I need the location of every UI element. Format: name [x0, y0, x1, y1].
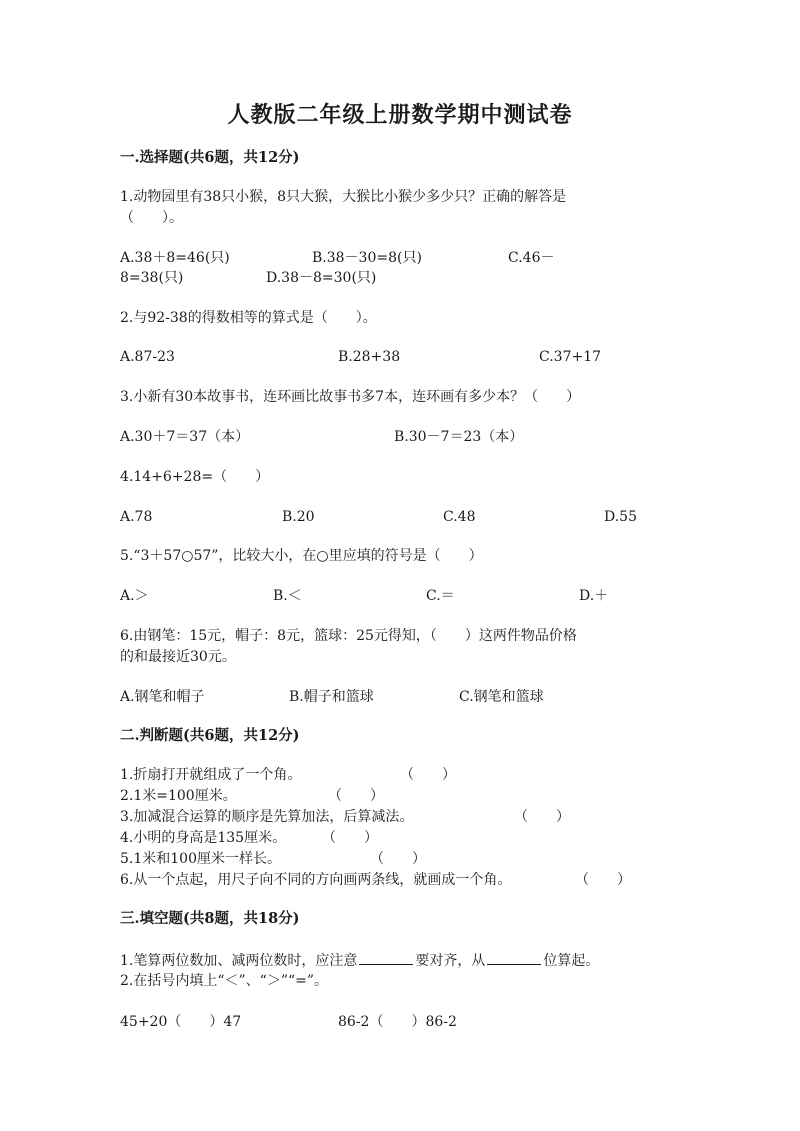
- statement-text: 3.加减混合运算的顺序是先算加法，后算减法。: [120, 809, 414, 825]
- option-a: A.38＋8=46(只): [120, 250, 230, 266]
- option-b: B.38－30=8(只): [312, 250, 422, 266]
- question-text: 4.14+6+28=（ ）: [120, 469, 270, 485]
- question-text: 的和最接近30元。: [120, 649, 236, 665]
- option-a: A.87-23: [120, 349, 175, 365]
- option-c: C.钢笔和篮球: [459, 689, 544, 705]
- option-c: C.48: [443, 509, 476, 525]
- option-d: D.38－8=30(只): [266, 270, 377, 286]
- option-d: D.55: [604, 509, 637, 525]
- option-b: B.20: [282, 509, 315, 525]
- option-a: A.钢笔和帽子: [120, 689, 205, 705]
- answer-parens: （ ）: [328, 788, 384, 804]
- answer-parens: （ ）: [370, 851, 426, 867]
- answer-blank: [487, 950, 541, 965]
- question-text: 要对齐，从: [415, 953, 486, 969]
- answer-blank: [359, 950, 413, 965]
- page-title: 人教版二年级上册数学期中测试卷: [227, 102, 573, 128]
- section-heading-judgement: 二.判断题(共6题，共12分): [120, 727, 300, 744]
- option-c: C.＝: [426, 588, 455, 604]
- answer-parens: （ ）: [575, 872, 631, 888]
- option-b: B.28+38: [338, 349, 401, 365]
- question-text: 3.小新有30本故事书，连环画比故事书多7本，连环画有多少本？（ ）: [120, 389, 581, 405]
- answer-parens: （ ）: [514, 809, 570, 825]
- option-b: B.帽子和篮球: [289, 689, 374, 705]
- section-heading-fill: 三.填空题(共8题，共18分): [120, 910, 300, 927]
- question-text: 1.动物园里有38只小猴，8只大猴，大猴比小猴少多少只？正确的解答是: [120, 189, 567, 205]
- fill-question-1: [120, 950, 599, 971]
- question-text: 1.笔算两位数加、减两位数时，应注意: [120, 953, 358, 969]
- option-a: A.＞: [120, 588, 149, 604]
- comparison-expression: 45+20（ ）47: [120, 1014, 242, 1030]
- question-text: 2.与92-38的得数相等的算式是（ ）。: [120, 310, 377, 326]
- question-text: （ ）。: [120, 210, 183, 226]
- statement-text: 2.1米=100厘米。: [120, 788, 237, 804]
- statement-text: 4.小明的身高是135厘米。: [120, 830, 287, 846]
- fill-question-2: 2.在括号内填上“＜”、“＞”“=”。: [120, 973, 329, 989]
- comparison-expression: 86-2（ ）86-2: [338, 1014, 457, 1030]
- question-text: 6.由钢笔：15元，帽子：8元，篮球：25元得知，（ ）这两件物品价格: [120, 628, 577, 644]
- option-b: B.＜: [273, 588, 302, 604]
- option-c-continued: 8=38(只): [120, 270, 184, 286]
- statement-text: 5.1米和100厘米一样长。: [120, 851, 281, 867]
- option-b: B.30－7＝23（本）: [394, 429, 524, 445]
- statement-text: 1.折扇打开就组成了一个角。: [120, 767, 302, 783]
- question-text: 位算起。: [543, 953, 600, 969]
- option-a: A.78: [120, 509, 153, 525]
- statement-text: 6.从一个点起，用尺子向不同的方向画两条线，就画成一个角。: [120, 872, 512, 888]
- option-a: A.30＋7＝37（本）: [120, 429, 250, 445]
- question-text: 5.“3＋57○57”，比较大小，在○里应填的符号是（ ）: [120, 548, 483, 564]
- option-d: D.＋: [579, 588, 609, 604]
- answer-parens: （ ）: [322, 830, 378, 846]
- answer-parens: （ ）: [400, 767, 456, 783]
- option-c: C.46－: [508, 250, 555, 266]
- option-c: C.37+17: [539, 349, 602, 365]
- section-heading-choice: 一.选择题(共6题，共12分): [120, 149, 300, 166]
